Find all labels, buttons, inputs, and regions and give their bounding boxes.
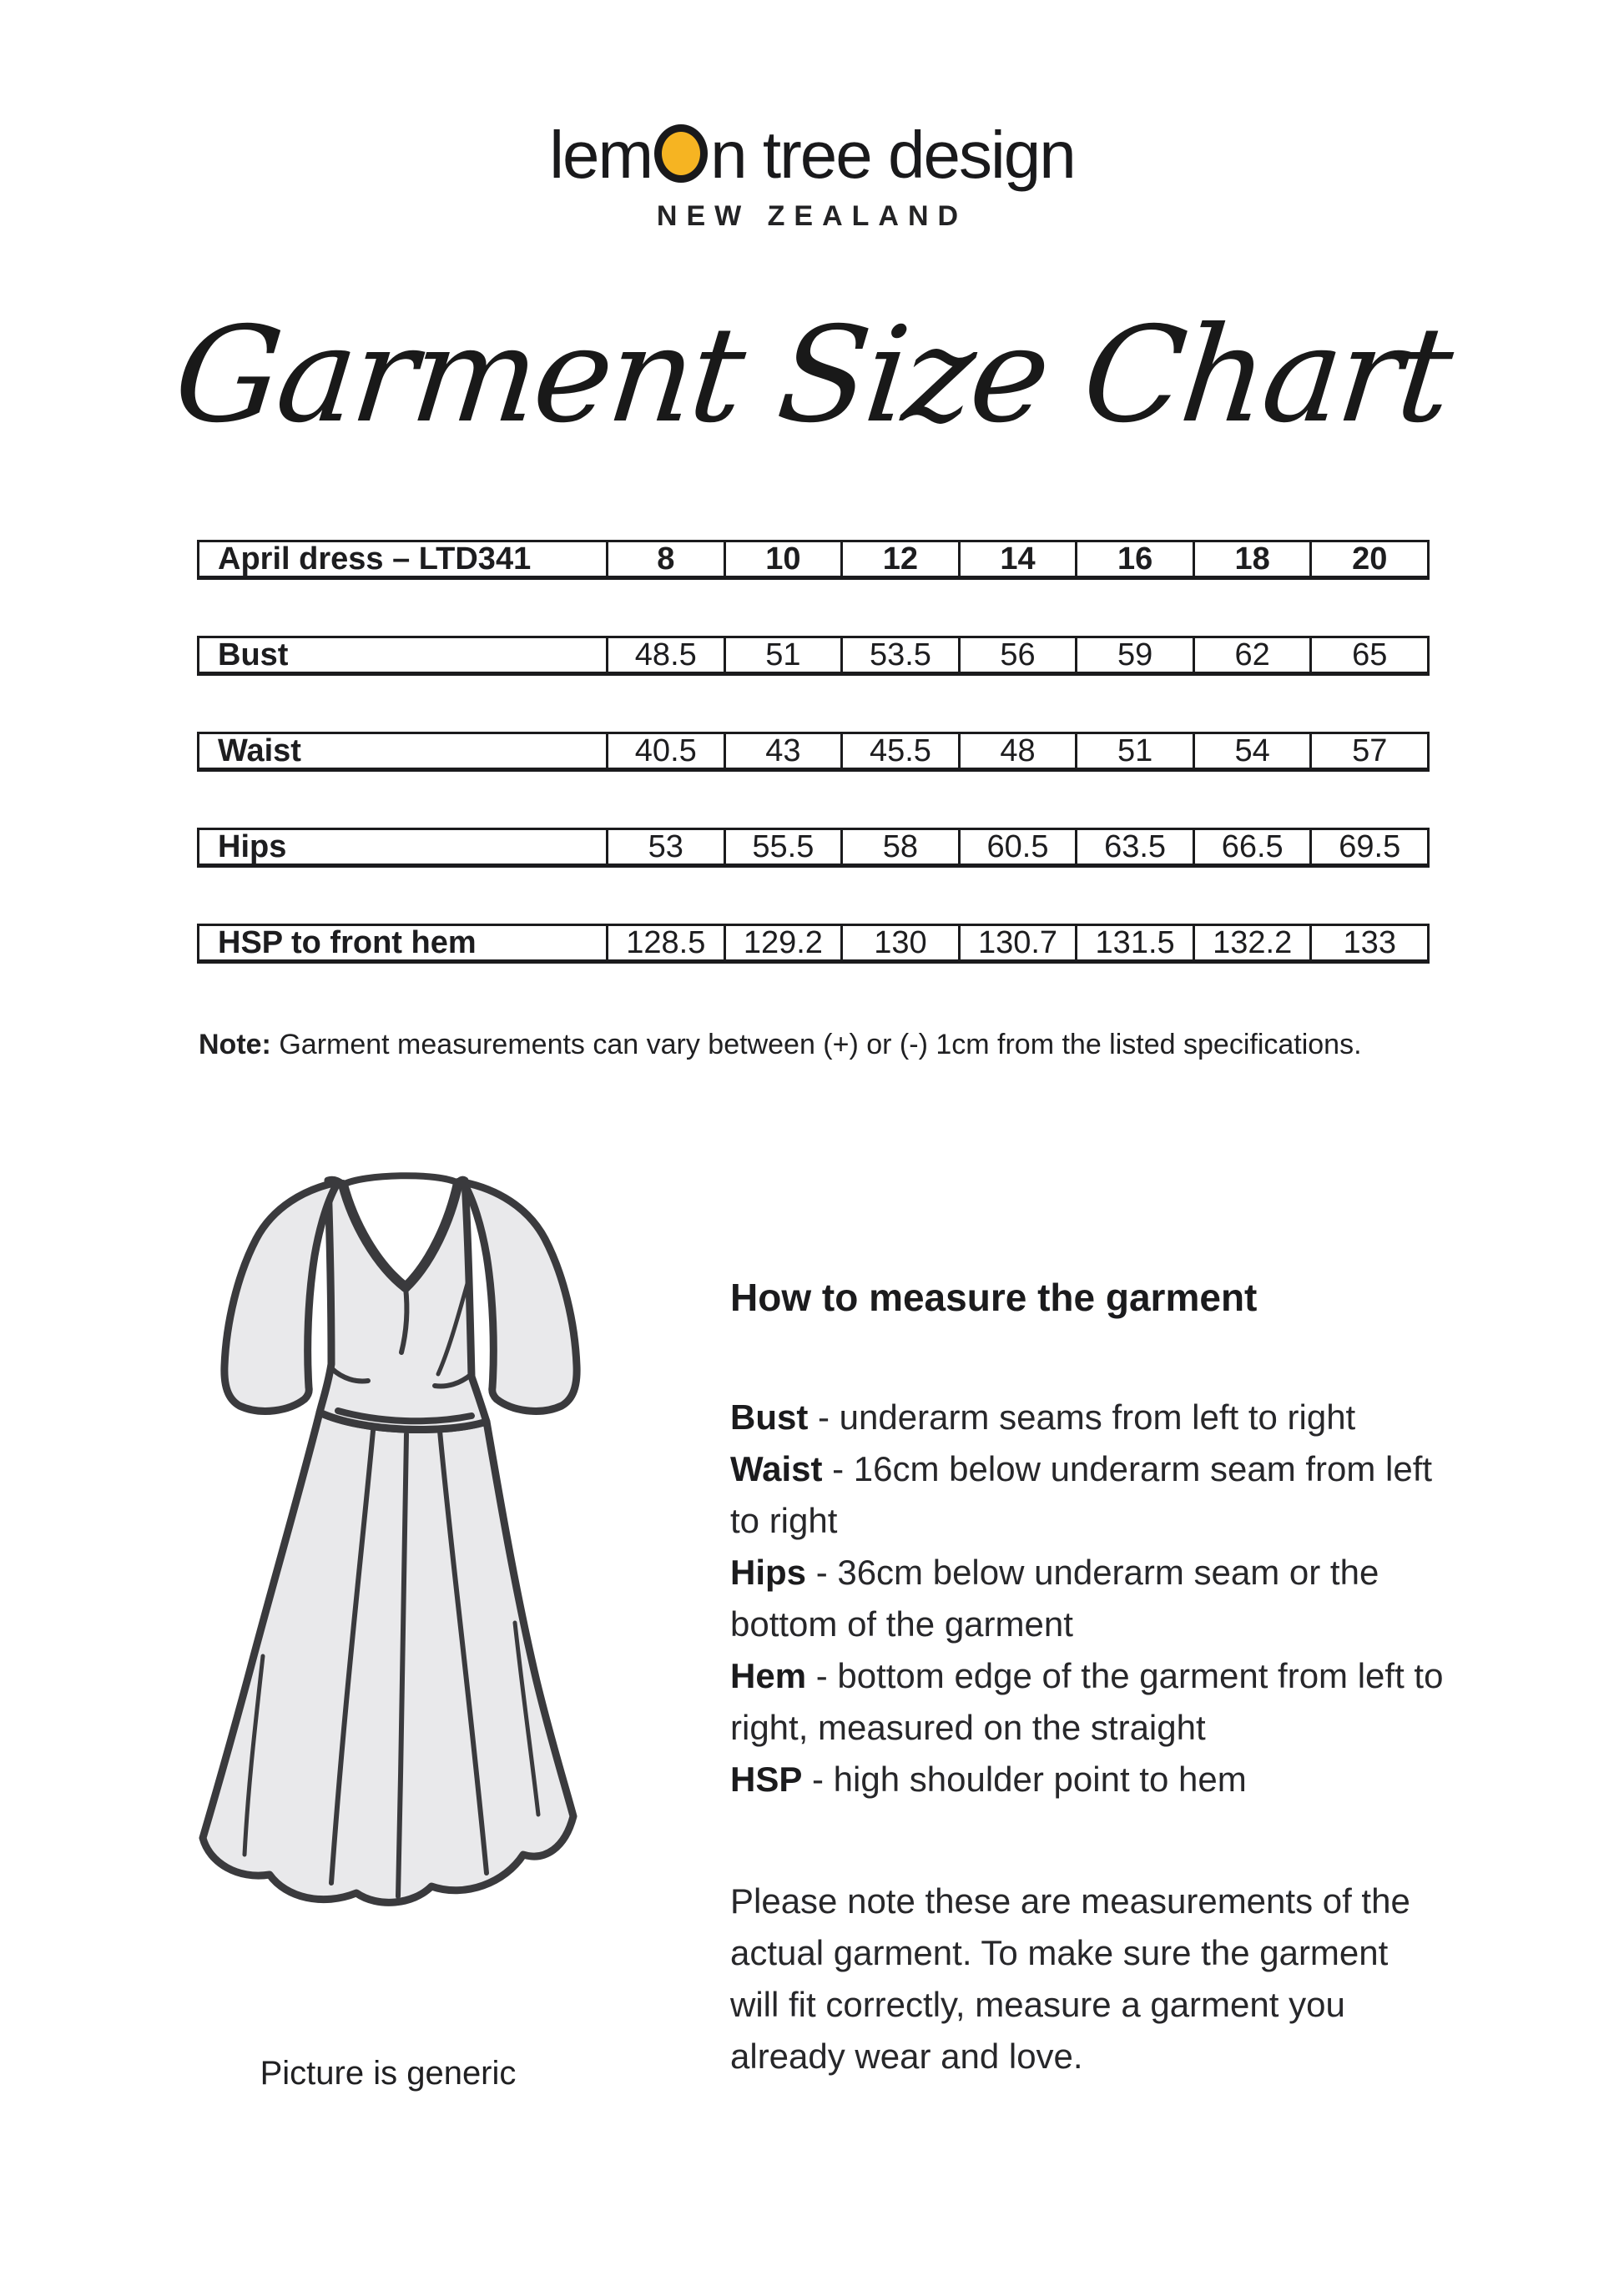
value-cell: 53.5 — [840, 638, 958, 672]
howto-section — [730, 1275, 1446, 2082]
measure-item-bust — [730, 1392, 1446, 1443]
value-cell: 65 — [1309, 638, 1427, 672]
measure-desc: - 36cm below underarm seam or the bottom of the garment — [730, 1553, 1379, 1644]
brand-logo — [0, 118, 1624, 233]
value-cell: 48.5 — [606, 638, 724, 672]
dress-figure — [138, 1156, 638, 2092]
value-cell: 63.5 — [1075, 830, 1193, 864]
value-cell: 131.5 — [1075, 926, 1193, 959]
value-cell: 128.5 — [606, 926, 724, 959]
note-text: Garment measurements can vary between (+) or (-) 1cm from the listed specifications. — [279, 1029, 1362, 1060]
value-cell: 60.5 — [958, 830, 1076, 864]
value-cell: 129.2 — [724, 926, 841, 959]
value-cell: 133 — [1309, 926, 1427, 959]
value-cell: 48 — [958, 734, 1076, 768]
table-row-hips — [197, 828, 1430, 868]
brand-wordmark-suffix: n tree design — [710, 118, 1075, 192]
value-cell: 43 — [724, 734, 841, 768]
size-cell: 14 — [958, 542, 1076, 576]
value-cell: 40.5 — [606, 734, 724, 768]
size-table — [197, 540, 1430, 964]
value-cell: 59 — [1075, 638, 1193, 672]
brand-wordmark — [0, 118, 1624, 192]
value-cell: 55.5 — [724, 830, 841, 864]
size-cell: 16 — [1075, 542, 1193, 576]
size-cell: 10 — [724, 542, 841, 576]
value-cell: 130.7 — [958, 926, 1076, 959]
measure-item-hips — [730, 1547, 1446, 1650]
measure-term: Waist — [730, 1449, 823, 1488]
measure-desc: - high shoulder point to hem — [812, 1760, 1247, 1799]
measure-desc: - underarm seams from left to right — [818, 1397, 1356, 1437]
measure-item-hem — [730, 1650, 1446, 1754]
value-cell: 51 — [1075, 734, 1193, 768]
measure-term: Hem — [730, 1656, 807, 1695]
value-cell: 62 — [1193, 638, 1310, 672]
value-cell: 66.5 — [1193, 830, 1310, 864]
value-cell: 69.5 — [1309, 830, 1427, 864]
value-cell: 53 — [606, 830, 724, 864]
page-title: Garment Size Chart — [168, 299, 1456, 452]
fit-note-paragraph: Please note these are measurements of the actual garment. To make sure the garment will fit correctly, measure a garment you already wear and love. — [730, 1881, 1410, 2076]
table-row-bust — [197, 636, 1430, 676]
size-cell: 12 — [840, 542, 958, 576]
table-header-row — [197, 540, 1430, 580]
size-cell: 18 — [1193, 542, 1310, 576]
measure-desc: - 16cm below underarm seam from left to right — [730, 1449, 1433, 1540]
measure-item-hsp — [730, 1754, 1446, 1805]
brand-wordmark-prefix: lem — [549, 118, 653, 192]
value-cell: 51 — [724, 638, 841, 672]
value-cell: 132.2 — [1193, 926, 1310, 959]
measure-desc: - bottom edge of the garment from left to right, measured on the straight — [730, 1656, 1444, 1747]
value-cell: 58 — [840, 830, 958, 864]
row-label: HSP to front hem — [218, 924, 477, 960]
row-label: Waist — [218, 733, 301, 768]
note-label: Note: — [199, 1029, 271, 1060]
measure-term: HSP — [730, 1760, 803, 1799]
measure-item-waist — [730, 1443, 1446, 1547]
value-cell: 57 — [1309, 734, 1427, 768]
value-cell: 54 — [1193, 734, 1310, 768]
howto-heading: How to measure the garment — [730, 1276, 1258, 1319]
measure-term: Bust — [730, 1397, 809, 1437]
table-header-label: April dress – LTD341 — [218, 541, 532, 577]
brand-country: NEW ZEALAND — [656, 200, 968, 232]
size-cell: 20 — [1309, 542, 1427, 576]
tolerance-note — [199, 1026, 1567, 1063]
dress-caption: Picture is generic — [260, 2055, 517, 2092]
table-row-hsp — [197, 924, 1430, 964]
dress-illustration — [138, 1156, 638, 1956]
table-row-waist — [197, 732, 1430, 772]
size-cell: 8 — [606, 542, 724, 576]
value-cell: 130 — [840, 926, 958, 959]
row-label: Hips — [218, 828, 287, 864]
value-cell: 45.5 — [840, 734, 958, 768]
value-cell: 56 — [958, 638, 1076, 672]
measure-term: Hips — [730, 1553, 807, 1592]
lemon-dot-icon — [654, 124, 708, 183]
row-label: Bust — [218, 637, 289, 672]
